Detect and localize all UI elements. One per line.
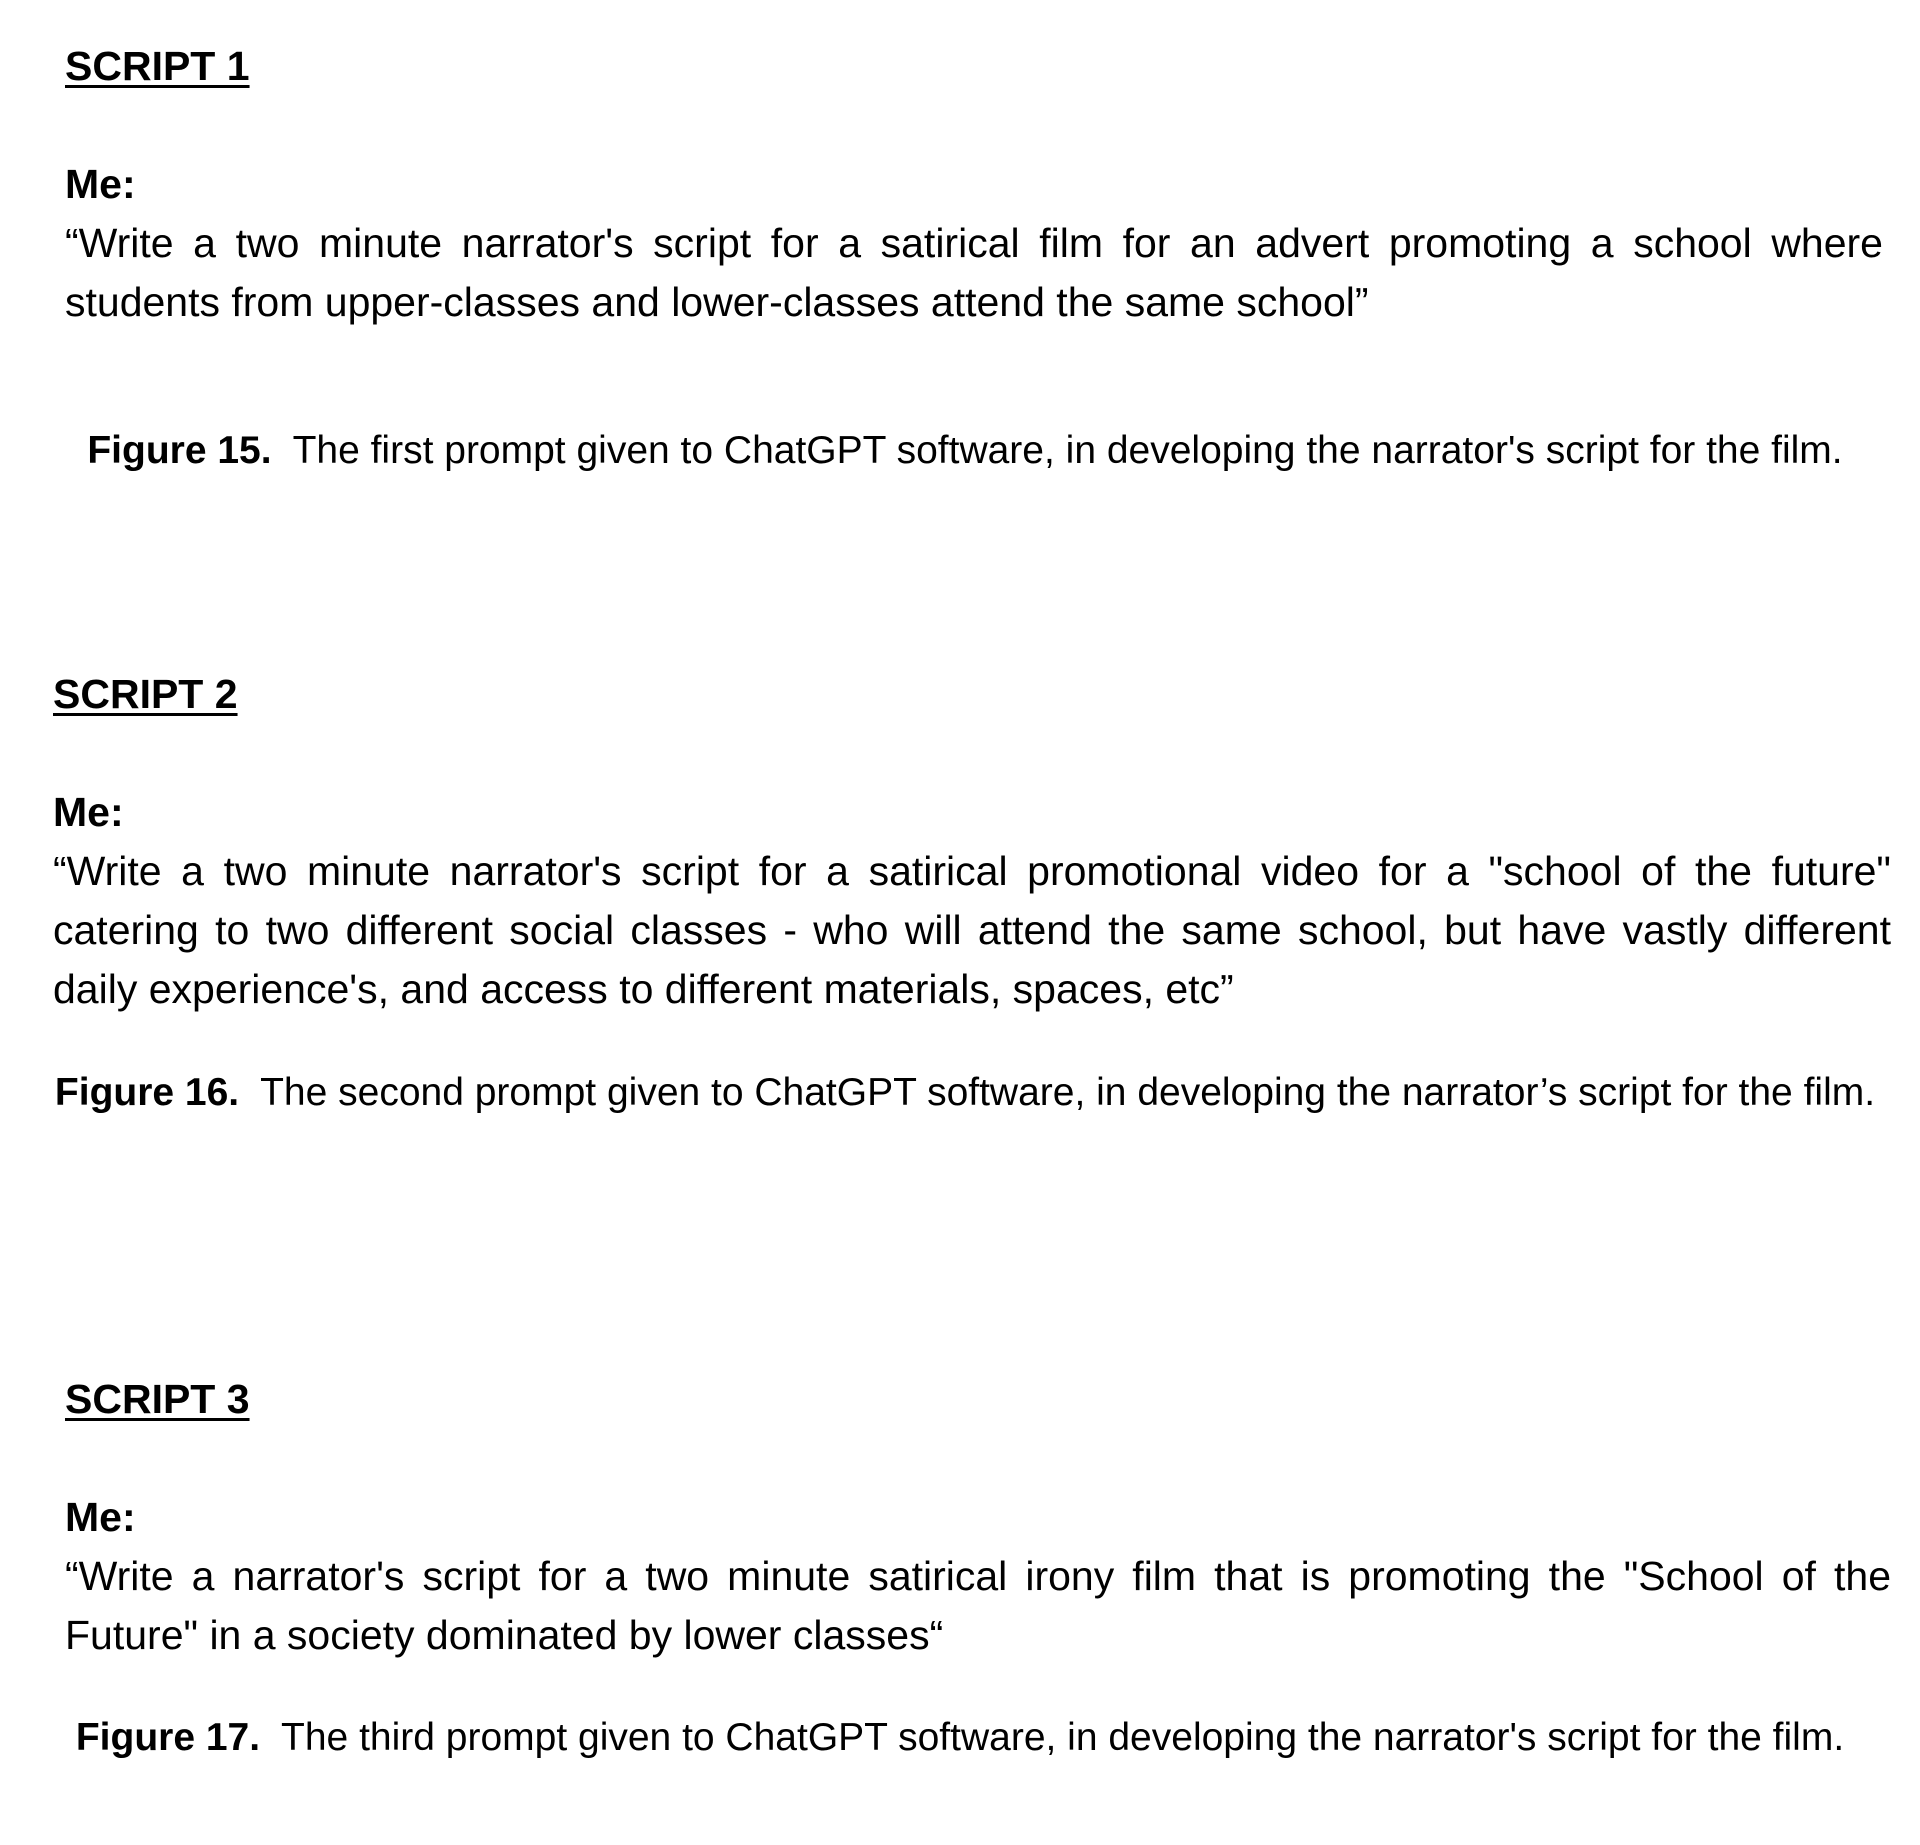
script-1-speaker: Me: bbox=[65, 161, 136, 207]
script-1-prompt: “Write a two minute narrator's script for a satirical film for an advert promoting a school where students from upper-classes and lower-classes attend the same school” bbox=[65, 220, 1883, 325]
figure-17-text: The third prompt given to ChatGPT software, in developing the narrator's script for the film. bbox=[281, 1716, 1845, 1759]
figure-17-label: Figure 17. bbox=[75, 1716, 261, 1759]
script-2-prompt: “Write a two minute narrator's script for a satirical promotional video for a "school of the future" catering to two different social classes - who will attend the same school, but have vastly different daily experience's, and access to different materials, spaces, etc” bbox=[53, 848, 1891, 1012]
figure-15-caption bbox=[30, 423, 1900, 478]
figure-16-caption bbox=[40, 1065, 1890, 1120]
figure-15-text: The first prompt given to ChatGPT software, in developing the narrator's script for the film. bbox=[292, 429, 1843, 472]
figure-16-label: Figure 16. bbox=[54, 1071, 240, 1114]
script-2-heading: SCRIPT 2 bbox=[53, 671, 238, 717]
figure-16-text: The second prompt given to ChatGPT software, in developing the narrator’s script for the film. bbox=[260, 1071, 1876, 1114]
script-3-speaker: Me: bbox=[65, 1494, 136, 1540]
figure-17-caption bbox=[60, 1710, 1860, 1765]
script-3-prompt: “Write a narrator's script for a two minute satirical irony film that is promoting the "School of the Future" in a society dominated by lower classes“ bbox=[65, 1553, 1891, 1658]
script-1-heading: SCRIPT 1 bbox=[65, 43, 250, 89]
figure-15-label: Figure 15. bbox=[87, 429, 272, 472]
script-2-speaker: Me: bbox=[53, 789, 124, 835]
script-3-heading: SCRIPT 3 bbox=[65, 1376, 250, 1422]
